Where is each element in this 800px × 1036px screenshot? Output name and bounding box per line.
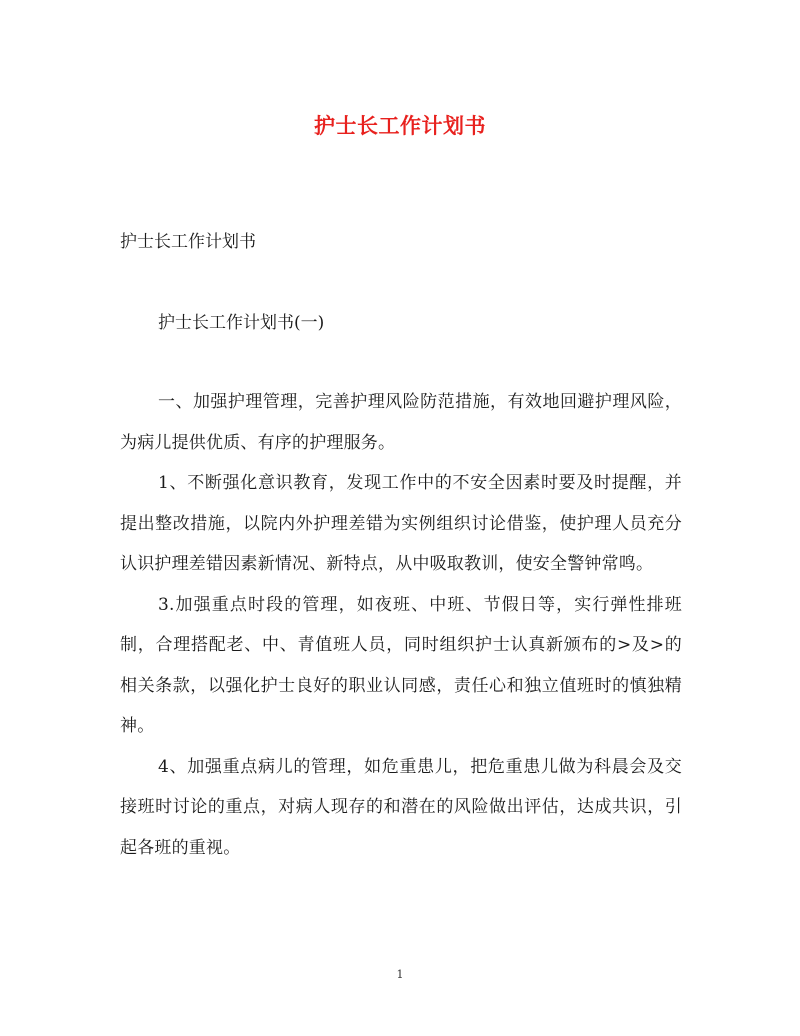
document-subtitle: 护士长工作计划书 bbox=[120, 232, 256, 252]
section-heading: 护士长工作计划书(一) bbox=[158, 313, 325, 333]
paragraph-4: 4、加强重点病儿的管理，如危重患儿，把危重患儿做为科晨会及交接班时讨论的重点，对病人现存的和潜在的风险做出评估，达成共识，引起各班的重视。 bbox=[120, 756, 682, 858]
paragraph-2: 1、不断强化意识教育，发现工作中的不安全因素时要及时提醒，并提出整改措施，以院内外护理差错为实例组织讨论借鉴，使护理人员充分认识护理差错因素新情况、新特点，从中吸取教训，使安全警钟常鸣。 bbox=[120, 473, 682, 574]
page-number: 1 bbox=[396, 968, 404, 981]
paragraph-1: 一、加强护理管理，完善护理风险防范措施，有效地回避护理风险，为病儿提供优质、有序的护理服务。 bbox=[120, 392, 682, 453]
paragraph-3: 3.加强重点时段的管理，如夜班、中班、节假日等，实行弹性排班制，合理搭配老、中、青值班人员，同时组织护士认真新颁布的>及>的相关条款，以强化护士良好的职业认同感，责任心和独立值班时的慎独精神。 bbox=[120, 594, 682, 736]
document-body bbox=[120, 382, 682, 868]
document-title: 护士长工作计划书 bbox=[314, 113, 486, 138]
